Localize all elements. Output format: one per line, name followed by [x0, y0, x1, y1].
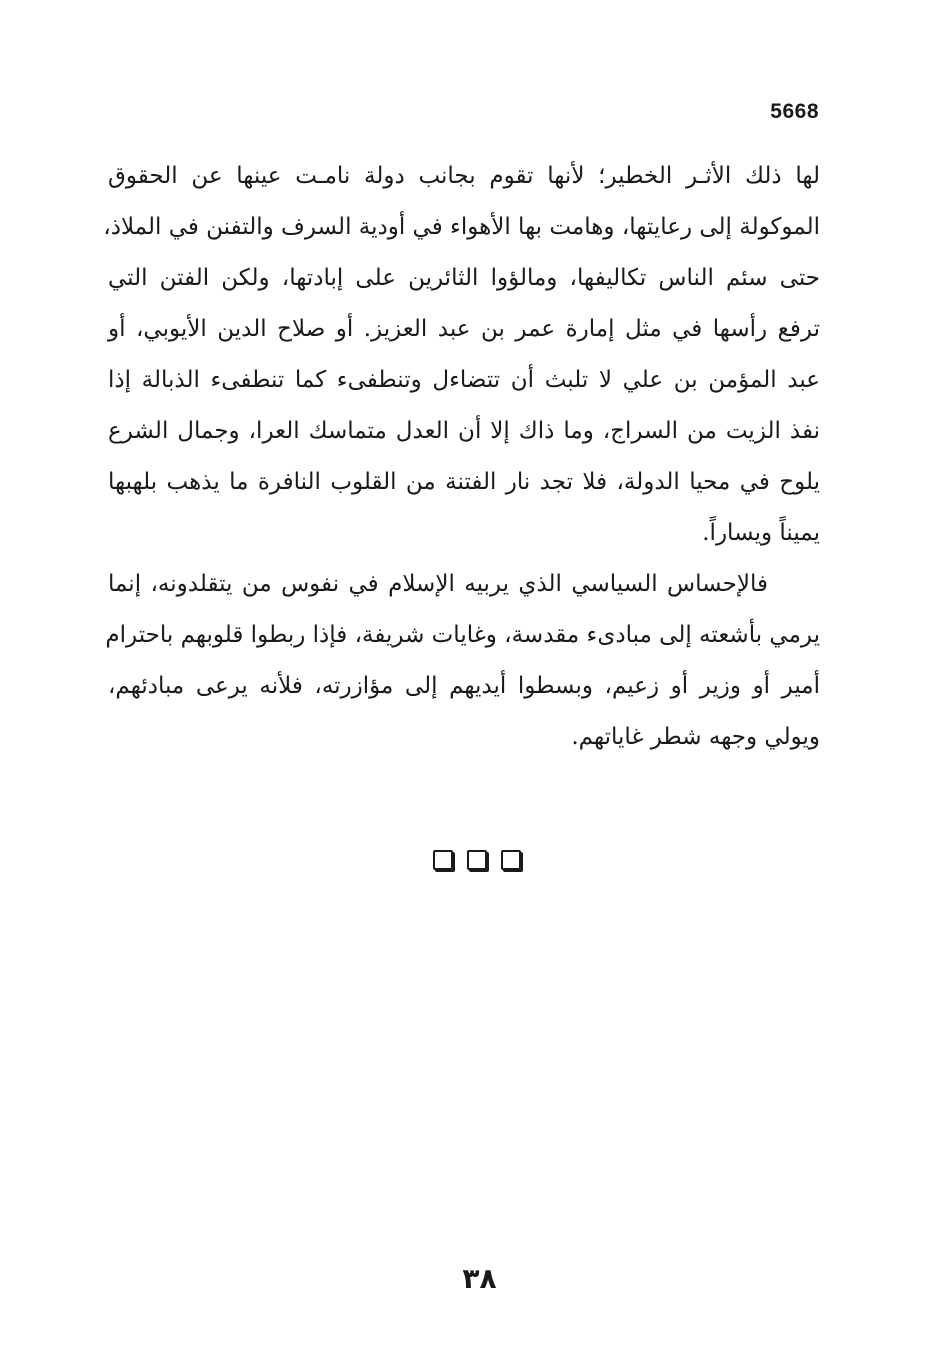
square-ornament-icon — [433, 850, 453, 870]
text-line: ويولي وجهه شطر غاياتهم. — [571, 724, 820, 750]
square-ornament-icon — [501, 850, 521, 870]
text-line: يلوح في محيا الدولة، فلا تجد نار الفتنة من القلوب النافرة ما يذهب بلهبها — [108, 469, 820, 495]
text-line: يرمي بأشعته إلى مبادىء مقدسة، وغايات شريفة، فإذا ربطوا قلوبهم باحترام — [105, 622, 820, 648]
paragraph-1 — [103, 151, 820, 559]
text-line: أمير أو وزير أو زعيم، وبسطوا أيديهم إلى مؤازرته، فلأنه يرعى مبادئهم، — [108, 673, 820, 699]
text-line: حتى سئم الناس تكاليفها، ومالؤوا الثائرين على إبادتها، ولكن الفتن التي — [108, 265, 820, 291]
page-number: ٣٨ — [462, 1262, 497, 1295]
text-line: لها ذلك الأثـر الخطير؛ لأنها تقوم بجانب دولة نامـت عينها عن الحقوق — [108, 163, 820, 189]
text-line: ترفع رأسها في مثل إمارة عمر بن عبد العزيز. أو صلاح الدين الأيوبي، أو — [108, 316, 820, 342]
text-line: يميناً ويساراً. — [702, 520, 820, 546]
paragraph-2 — [105, 559, 820, 763]
text-line: عبد المؤمن بن علي لا تلبث أن تتضاءل وتنطفىء كما تنطفىء الذبالة إذا — [108, 367, 820, 393]
text-line: نفذ الزيت من السراج، وما ذاك إلا أن العدل متماسك العرا، وجمال الشرع — [108, 418, 820, 444]
square-ornament-icon — [467, 850, 487, 870]
page-id: 5668 — [770, 100, 819, 123]
text-line: فالإحساس السياسي الذي يربيه الإسلام في نفوس من يتقلدونه، إنما — [108, 571, 768, 597]
section-separator — [0, 850, 947, 870]
text-line: الموكولة إلى رعايتها، وهامت بها الأهواء في أودية السرف والتفنن في الملاذ، — [103, 214, 820, 240]
